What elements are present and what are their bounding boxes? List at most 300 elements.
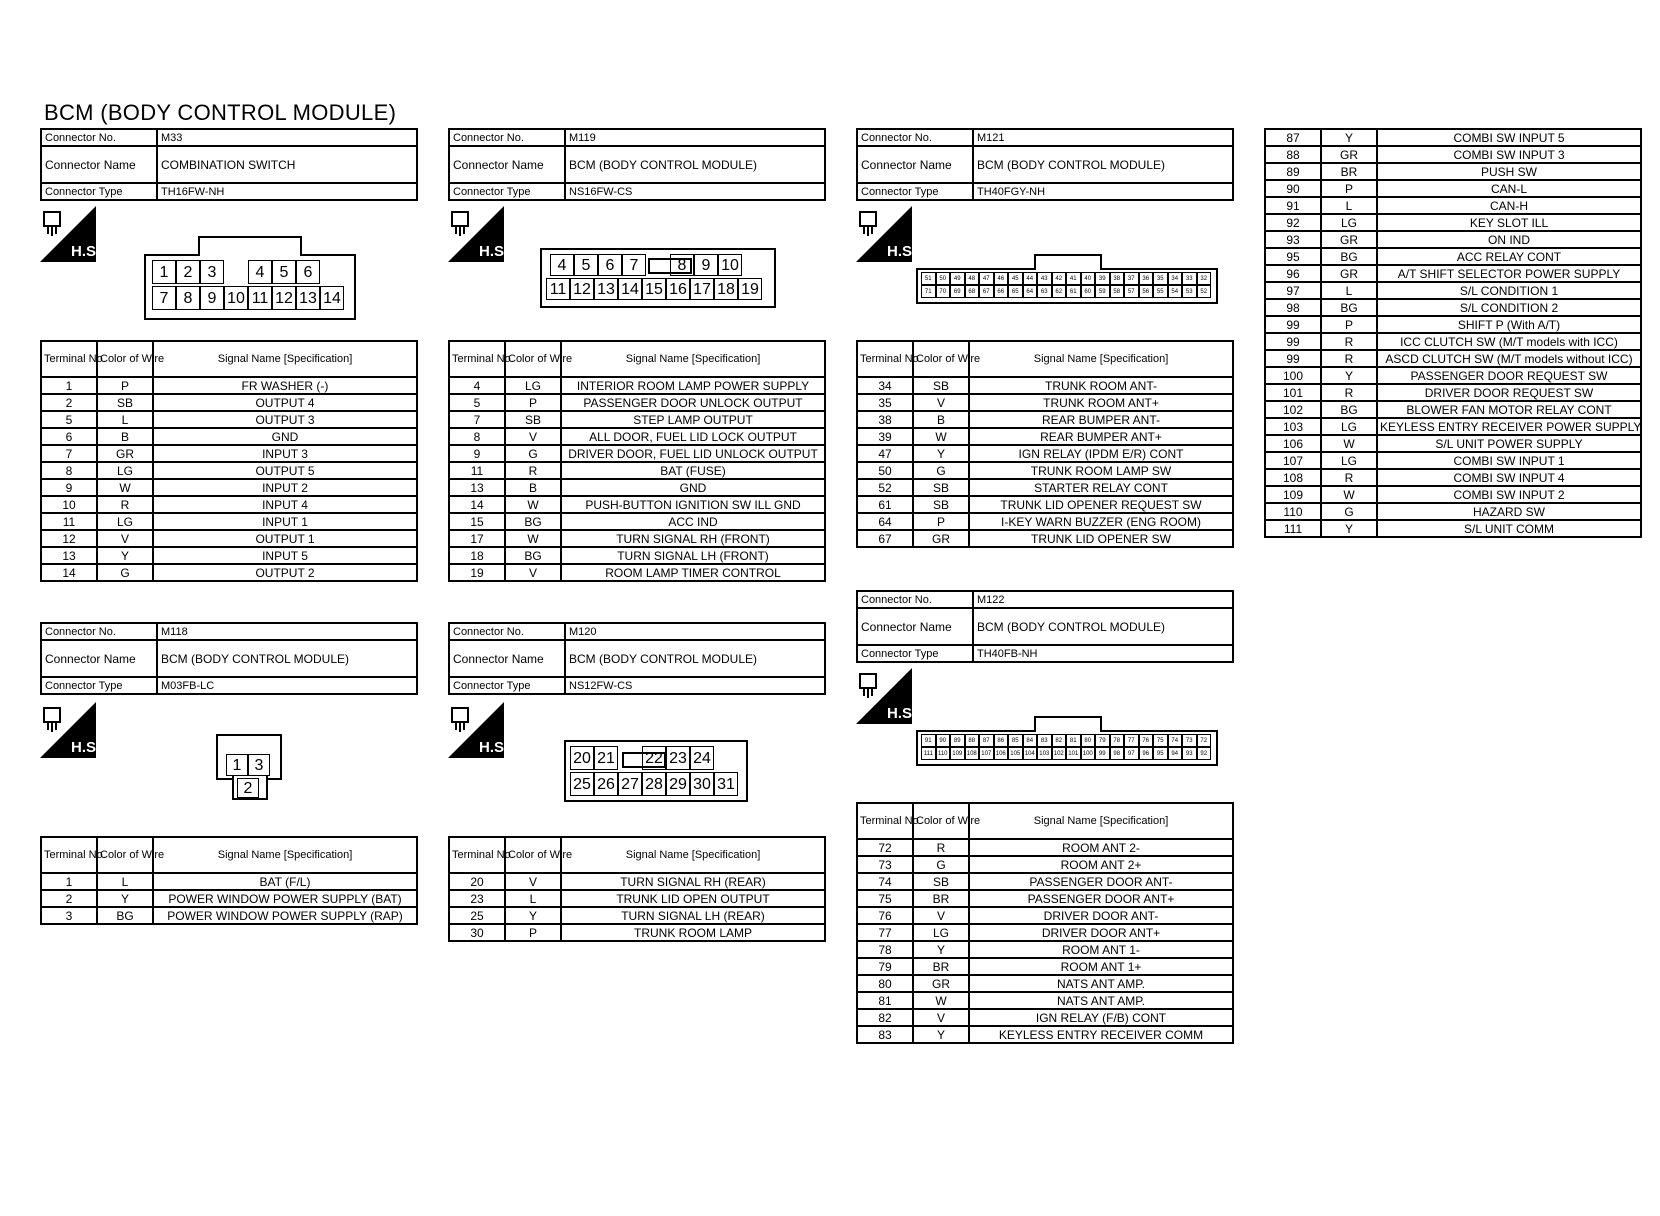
pin: 13 [594, 278, 618, 300]
pin: 97 [1124, 747, 1139, 760]
table-row [1265, 401, 1641, 418]
terminal-header-row [449, 341, 825, 377]
table-row [41, 377, 417, 394]
terminal-no: 103 [1265, 418, 1321, 435]
terminal-header-row [41, 837, 417, 873]
pin: 75 [1153, 734, 1168, 747]
info-value: TH40FB-NH [973, 645, 1233, 662]
wire-color: W [1321, 435, 1377, 452]
table-row [857, 941, 1233, 958]
info-label: Connector No. [41, 623, 157, 640]
wire-color: BR [1321, 163, 1377, 180]
signal-name: GND [153, 428, 417, 445]
wire-color: V [97, 530, 153, 547]
svg-text:H.S.: H.S. [71, 243, 101, 260]
signal-name: S/L CONDITION 2 [1377, 299, 1641, 316]
signal-name: ICC CLUTCH SW (M/T models with ICC) [1377, 333, 1641, 350]
terminal-no: 9 [449, 445, 505, 462]
connector-face-m121 [916, 268, 1218, 304]
pin: 109 [950, 747, 965, 760]
harness-side-icon [856, 668, 917, 724]
info-label: Connector Type [449, 677, 565, 694]
pin: 1 [152, 260, 176, 284]
signal-name: A/T SHIFT SELECTOR POWER SUPPLY [1377, 265, 1641, 282]
wire-color: L [1321, 282, 1377, 299]
table-row [41, 445, 417, 462]
info-label: Connector Type [449, 183, 565, 200]
pin: 100 [1081, 747, 1096, 760]
wire-color: W [505, 496, 561, 513]
table-row [857, 445, 1233, 462]
pin: 27 [618, 772, 642, 796]
wire-color: LG [1321, 452, 1377, 469]
pin: 82 [1052, 734, 1067, 747]
signal-name: ROOM ANT 1- [969, 941, 1233, 958]
info-row [857, 591, 1233, 608]
wire-color: P [913, 513, 969, 530]
table-row [449, 907, 825, 924]
terminal-no-header: Terminal No. [857, 341, 913, 377]
table-row [41, 564, 417, 581]
info-value: M121 [973, 129, 1233, 146]
pin: 3 [200, 260, 224, 284]
svg-text:H.S.: H.S. [887, 243, 917, 260]
terminal-no: 39 [857, 428, 913, 445]
pin: 48 [965, 272, 980, 285]
wire-color: Y [97, 890, 153, 907]
signal-name: TRUNK LID OPENER REQUEST SW [969, 496, 1233, 513]
table-row [449, 377, 825, 394]
wire-color: GR [97, 445, 153, 462]
wire-color: L [505, 890, 561, 907]
table-row [41, 907, 417, 924]
signal-name: TRUNK ROOM LAMP [561, 924, 825, 941]
wire-color: SB [913, 873, 969, 890]
wire-color: R [1321, 333, 1377, 350]
signal-name-header: Signal Name [Specification] [969, 803, 1233, 839]
terminal-no: 1 [41, 873, 97, 890]
table-row [41, 547, 417, 564]
signal-name: S/L UNIT POWER SUPPLY [1377, 435, 1641, 452]
signal-name: KEYLESS ENTRY RECEIVER COMM [969, 1026, 1233, 1043]
signal-name: STARTER RELAY CONT [969, 479, 1233, 496]
terminal-no: 100 [1265, 367, 1321, 384]
info-value: M118 [157, 623, 417, 640]
pin: 66 [994, 285, 1009, 298]
terminal-header-row [857, 341, 1233, 377]
pin: 12 [570, 278, 594, 300]
wire-color: G [505, 445, 561, 462]
info-value: M120 [565, 623, 825, 640]
pin: 13 [296, 286, 320, 310]
pin: 46 [994, 272, 1009, 285]
signal-name: SHIFT P (With A/T) [1377, 316, 1641, 333]
table-row [857, 975, 1233, 992]
signal-name: TURN SIGNAL LH (FRONT) [561, 547, 825, 564]
table-row [449, 479, 825, 496]
table-row [1265, 299, 1641, 316]
terminal-no: 83 [857, 1026, 913, 1043]
pin: 89 [950, 734, 965, 747]
pin: 43 [1037, 272, 1052, 285]
svg-text:H.S.: H.S. [479, 739, 509, 756]
terminal-no: 50 [857, 462, 913, 479]
pin: 67 [979, 285, 994, 298]
wire-color: Y [505, 907, 561, 924]
terminal-no: 5 [41, 411, 97, 428]
info-label: Connector Type [857, 645, 973, 662]
signal-name: FR WASHER (-) [153, 377, 417, 394]
table-row [857, 907, 1233, 924]
terminal-no: 91 [1265, 197, 1321, 214]
wire-color: GR [913, 530, 969, 547]
terminal-no: 97 [1265, 282, 1321, 299]
table-row [857, 394, 1233, 411]
pin: 4 [248, 260, 272, 284]
signal-name: PASSENGER DOOR REQUEST SW [1377, 367, 1641, 384]
table-row [449, 394, 825, 411]
signal-name: OUTPUT 4 [153, 394, 417, 411]
pin: 62 [1052, 285, 1067, 298]
pin: 83 [1037, 734, 1052, 747]
wire-color: LG [505, 377, 561, 394]
table-row [1265, 418, 1641, 435]
terminal-no: 4 [449, 377, 505, 394]
pin: 35 [1153, 272, 1168, 285]
terminal-table-m119 [448, 340, 826, 582]
terminal-no: 79 [857, 958, 913, 975]
wire-color: W [97, 479, 153, 496]
wire-color: Y [913, 445, 969, 462]
table-row [857, 513, 1233, 530]
signal-name: ON IND [1377, 231, 1641, 248]
pin: 19 [738, 278, 762, 300]
table-row [449, 547, 825, 564]
terminal-no: 14 [449, 496, 505, 513]
signal-name: STEP LAMP OUTPUT [561, 411, 825, 428]
pin: 51 [921, 272, 936, 285]
wire-color: R [1321, 469, 1377, 486]
info-value: BCM (BODY CONTROL MODULE) [973, 146, 1233, 183]
connector-face-m33 [144, 254, 356, 320]
signal-name: POWER WINDOW POWER SUPPLY (RAP) [153, 907, 417, 924]
terminal-no: 78 [857, 941, 913, 958]
pin: 2 [237, 778, 259, 798]
wire-color: G [1321, 503, 1377, 520]
signal-name: NATS ANT AMP. [969, 992, 1233, 1009]
table-row [1265, 129, 1641, 146]
wire-color: LG [913, 924, 969, 941]
signal-name: COMBI SW INPUT 5 [1377, 129, 1641, 146]
terminal-no: 12 [41, 530, 97, 547]
wire-color: P [505, 394, 561, 411]
pin: 61 [1066, 285, 1081, 298]
table-row [857, 992, 1233, 1009]
table-row [1265, 231, 1641, 248]
wire-color: Y [1321, 520, 1377, 537]
pin: 54 [1168, 285, 1183, 298]
info-value: BCM (BODY CONTROL MODULE) [565, 146, 825, 183]
pin: 78 [1110, 734, 1125, 747]
pin: 26 [594, 772, 618, 796]
connector-key [1034, 716, 1102, 732]
info-row [41, 640, 417, 677]
wire-color: W [505, 530, 561, 547]
pin: 86 [994, 734, 1009, 747]
signal-name: TRUNK LID OPENER SW [969, 530, 1233, 547]
info-row [857, 146, 1233, 183]
signal-name: KEYLESS ENTRY RECEIVER POWER SUPPLY [1377, 418, 1641, 435]
pin: 56 [1139, 285, 1154, 298]
wire-color: B [505, 479, 561, 496]
signal-name-header: Signal Name [Specification] [561, 341, 825, 377]
wire-color: R [1321, 350, 1377, 367]
pin: 80 [1081, 734, 1096, 747]
table-row [857, 890, 1233, 907]
terminal-no: 3 [41, 907, 97, 924]
signal-name-header: Signal Name [Specification] [561, 837, 825, 873]
pin: 68 [965, 285, 980, 298]
pin: 81 [1066, 734, 1081, 747]
wire-color: W [1321, 486, 1377, 503]
connector-key [1034, 254, 1102, 270]
signal-name: COMBI SW INPUT 1 [1377, 452, 1641, 469]
pin: 34 [1168, 272, 1183, 285]
connector-info-m33 [40, 128, 418, 201]
table-row [1265, 197, 1641, 214]
terminal-no: 19 [449, 564, 505, 581]
wire-color: LG [1321, 418, 1377, 435]
pin: 63 [1037, 285, 1052, 298]
pin: 59 [1095, 285, 1110, 298]
pin: 84 [1023, 734, 1038, 747]
info-row [857, 645, 1233, 662]
terminal-no: 11 [41, 513, 97, 530]
signal-name: INPUT 3 [153, 445, 417, 462]
table-row [1265, 248, 1641, 265]
connector-info-m121 [856, 128, 1234, 201]
table-row [449, 496, 825, 513]
table-row [857, 496, 1233, 513]
wire-color: P [97, 377, 153, 394]
signal-name: ASCD CLUTCH SW (M/T models without ICC) [1377, 350, 1641, 367]
table-row [1265, 503, 1641, 520]
wire-color: Y [1321, 367, 1377, 384]
table-row [41, 411, 417, 428]
wire-color: V [505, 564, 561, 581]
signal-name: OUTPUT 2 [153, 564, 417, 581]
signal-name: TRUNK ROOM ANT- [969, 377, 1233, 394]
terminal-no: 99 [1265, 333, 1321, 350]
wire-color: BG [505, 513, 561, 530]
wire-color: BG [1321, 401, 1377, 418]
pin: 17 [690, 278, 714, 300]
table-row [1265, 520, 1641, 537]
wire-color: R [1321, 384, 1377, 401]
table-row [449, 462, 825, 479]
pin: 88 [965, 734, 980, 747]
connector-face-m120 [564, 740, 748, 802]
signal-name: DRIVER DOOR ANT- [969, 907, 1233, 924]
pin: 96 [1139, 747, 1154, 760]
terminal-no: 99 [1265, 350, 1321, 367]
pin: 60 [1081, 285, 1096, 298]
signal-name: INPUT 1 [153, 513, 417, 530]
signal-name: GND [561, 479, 825, 496]
info-label: Connector Type [41, 677, 157, 694]
pin: 58 [1110, 285, 1125, 298]
terminal-no: 38 [857, 411, 913, 428]
table-row [857, 856, 1233, 873]
signal-name: REAR BUMPER ANT- [969, 411, 1233, 428]
pin: 50 [936, 272, 951, 285]
terminal-no-header: Terminal No. [41, 341, 97, 377]
wire-color: L [97, 873, 153, 890]
info-row [41, 183, 417, 200]
wire-color: V [505, 873, 561, 890]
terminal-no: 25 [449, 907, 505, 924]
svg-text:H.S.: H.S. [479, 243, 509, 260]
pin: 37 [1124, 272, 1139, 285]
pin: 6 [296, 260, 320, 284]
svg-text:H.S.: H.S. [887, 705, 917, 722]
terminal-no: 89 [1265, 163, 1321, 180]
wire-color: SB [97, 394, 153, 411]
terminal-no: 13 [41, 547, 97, 564]
info-value: TH40FGY-NH [973, 183, 1233, 200]
signal-name: ACC IND [561, 513, 825, 530]
signal-name: ALL DOOR, FUEL LID LOCK OUTPUT [561, 428, 825, 445]
info-value: COMBINATION SWITCH [157, 146, 417, 183]
table-row [449, 445, 825, 462]
pin: 76 [1139, 734, 1154, 747]
terminal-no: 23 [449, 890, 505, 907]
wire-color: Y [913, 1026, 969, 1043]
signal-name: BLOWER FAN MOTOR RELAY CONT [1377, 401, 1641, 418]
terminal-table-m122cont [1264, 128, 1642, 538]
table-row [1265, 180, 1641, 197]
wire-color: LG [97, 462, 153, 479]
terminal-no: 2 [41, 890, 97, 907]
pin: 47 [979, 272, 994, 285]
signal-name: TURN SIGNAL RH (FRONT) [561, 530, 825, 547]
terminal-no: 30 [449, 924, 505, 941]
wire-color: R [505, 462, 561, 479]
pin: 8 [670, 254, 694, 276]
wire-color: BR [913, 958, 969, 975]
wire-color: SB [505, 411, 561, 428]
terminal-no: 47 [857, 445, 913, 462]
wire-color: SB [913, 496, 969, 513]
pin: 69 [950, 285, 965, 298]
table-row [1265, 265, 1641, 282]
table-row [1265, 146, 1641, 163]
wire-color: G [97, 564, 153, 581]
pin: 105 [1008, 747, 1023, 760]
table-row [1265, 384, 1641, 401]
wire-color: GR [1321, 146, 1377, 163]
pin: 12 [272, 286, 296, 310]
wire-color: GR [1321, 265, 1377, 282]
info-row [449, 677, 825, 694]
table-row [857, 1026, 1233, 1043]
pin: 95 [1153, 747, 1168, 760]
table-row [1265, 333, 1641, 350]
terminal-no: 11 [449, 462, 505, 479]
table-row [449, 428, 825, 445]
connector-lock [648, 258, 692, 274]
table-row [1265, 214, 1641, 231]
pin: 104 [1023, 747, 1038, 760]
pin: 8 [176, 286, 200, 310]
pin: 11 [546, 278, 570, 300]
harness-side-icon [40, 702, 101, 758]
table-row [41, 496, 417, 513]
terminal-no: 14 [41, 564, 97, 581]
terminal-no: 74 [857, 873, 913, 890]
pin: 9 [694, 254, 718, 276]
terminal-no: 95 [1265, 248, 1321, 265]
pin: 11 [248, 286, 272, 310]
table-row [1265, 486, 1641, 503]
pin: 40 [1081, 272, 1096, 285]
info-value: TH16FW-NH [157, 183, 417, 200]
info-row [41, 146, 417, 183]
harness-side-icon [40, 206, 101, 262]
pin: 101 [1066, 747, 1081, 760]
terminal-no: 73 [857, 856, 913, 873]
pin: 103 [1037, 747, 1052, 760]
pin: 10 [224, 286, 248, 310]
terminal-no: 102 [1265, 401, 1321, 418]
wire-color-header: Color of Wire [913, 341, 969, 377]
signal-name: TRUNK LID OPEN OUTPUT [561, 890, 825, 907]
terminal-no: 109 [1265, 486, 1321, 503]
connector-face-m122 [916, 730, 1218, 766]
wire-color-header: Color of Wire [913, 803, 969, 839]
wire-color: B [97, 428, 153, 445]
signal-name: COMBI SW INPUT 4 [1377, 469, 1641, 486]
pin: 102 [1052, 747, 1067, 760]
wire-color: BG [1321, 299, 1377, 316]
connector-info-m120 [448, 622, 826, 695]
info-label: Connector No. [449, 129, 565, 146]
table-row [857, 479, 1233, 496]
table-row [449, 873, 825, 890]
table-row [1265, 469, 1641, 486]
wire-color: BR [913, 890, 969, 907]
wire-color: SB [913, 479, 969, 496]
pin: 4 [550, 254, 574, 276]
pin: 71 [921, 285, 936, 298]
signal-name-header: Signal Name [Specification] [153, 341, 417, 377]
connector-key [198, 236, 302, 256]
terminal-no: 7 [41, 445, 97, 462]
signal-name: BAT (F/L) [153, 873, 417, 890]
signal-name: INPUT 4 [153, 496, 417, 513]
terminal-no: 106 [1265, 435, 1321, 452]
pin: 70 [936, 285, 951, 298]
pin: 20 [570, 746, 594, 770]
signal-name: PASSENGER DOOR ANT- [969, 873, 1233, 890]
terminal-no: 17 [449, 530, 505, 547]
table-row [449, 411, 825, 428]
pin: 1 [226, 754, 248, 776]
pin: 49 [950, 272, 965, 285]
info-value: NS12FW-CS [565, 677, 825, 694]
svg-text:H.S.: H.S. [71, 739, 101, 756]
harness-side-icon [448, 702, 509, 758]
